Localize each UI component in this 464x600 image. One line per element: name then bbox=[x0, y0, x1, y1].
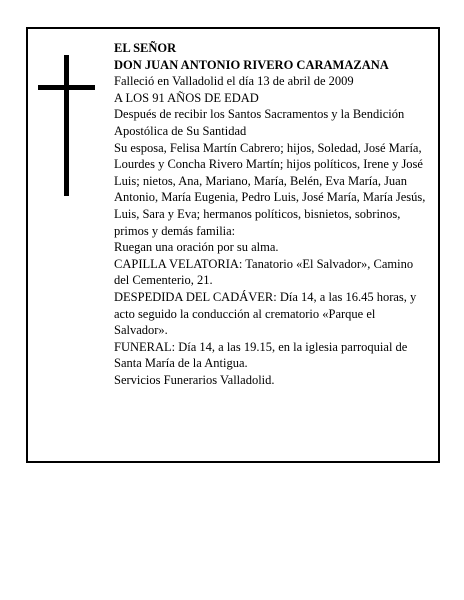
chapel-paragraph: CAPILLA VELATORIA: Tanatorio «El Salvador», Camino del Cementerio, 21. bbox=[114, 256, 414, 288]
sacraments-paragraph: Después de recibir los Santos Sacramentos y la Bendición Apostólica de Su Santidad bbox=[114, 107, 405, 138]
funeral-paragraph: FUNERAL: Día 14, a las 19.15, en la iglesia parroquial de Santa María de la Antigua. bbox=[114, 339, 408, 371]
obituary-text bbox=[114, 40, 426, 388]
prayer-line: Ruegan una oración por su alma. bbox=[114, 240, 279, 255]
cross-horizontal-bar bbox=[38, 85, 95, 90]
cross-vertical-bar bbox=[64, 55, 69, 196]
age-line: A LOS 91 AÑOS DE EDAD bbox=[114, 90, 259, 105]
deceased-name: DON JUAN ANTONIO RIVERO CARAMAZANA bbox=[114, 57, 389, 72]
farewell-paragraph: DESPEDIDA DEL CADÁVER: Día 14, a las 16.45 horas, y acto seguido la conducción al crematorio «Parque el Salvador». bbox=[114, 289, 417, 338]
honorific: EL SEÑOR bbox=[114, 41, 177, 55]
services-line: Servicios Funerarios Valladolid. bbox=[114, 372, 275, 387]
death-info: Falleció en Valladolid el día 13 de abril de 2009 bbox=[114, 74, 354, 89]
family-paragraph: Su esposa, Felisa Martín Cabrero; hijos, Soledad, José María, Lourdes y Concha Rivero Martín; hijos políticos, Irene y José Luis; nietos, Ana, Mariano, María, Belén, Eva María, Juan Antonio, María Eugenia, Pedro Luis, José María, María Jesús, Luis, Sara y Eva; hermanos políticos, bisnietos, sobrinos, primos y demás familia: bbox=[114, 140, 426, 238]
